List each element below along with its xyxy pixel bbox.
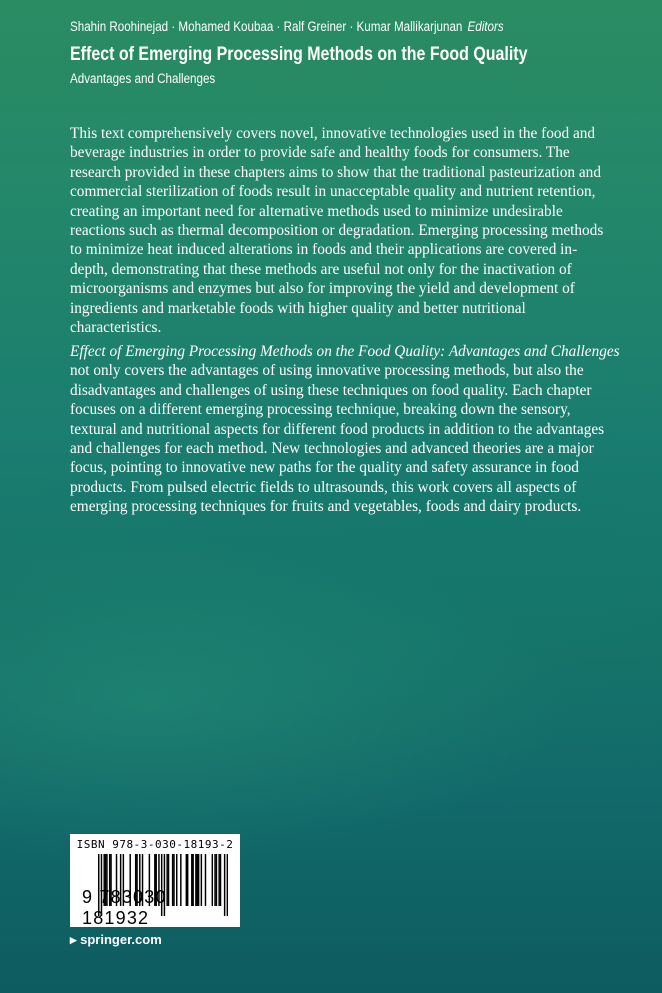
text-line: reactions such as thermal decomposition or degradation. Emerging processing methods [70,222,604,240]
text-line: to minimize heat induced alterations in foods and their applications are covered in- [70,241,578,259]
text-line: focuses on a different emerging processing technique, breaking down the sensory, [70,401,571,419]
text-line: not only covers the advantages of using innovative processing methods, but also the [70,362,584,380]
text-line: beverage industries in order to provide safe and healthy foods for consumers. The [70,144,570,162]
text-line: ingredients and marketable foods with higher quality and better nutritional [70,299,526,317]
springer-link[interactable]: ▸ springer.com [70,932,162,947]
editors-role: Editors [467,19,504,34]
description-paragraph-2 [70,342,620,517]
barcode-digits: 9 783030 181932 [82,887,167,928]
text-line: This text comprehensively covers novel, innovative technologies used in the food and [70,125,596,142]
text-line: disadvantages and challenges of using these techniques on food quality. Each chapter [70,381,592,399]
isbn-barcode [70,834,240,927]
book-subtitle: Advantages and Challenges [70,71,216,86]
text-line: products. From pulsed electric fields to ultrasounds, this work covers all aspects of [70,478,577,496]
text-line: textural and nutritional aspects for different food products in addition to the advantages [70,420,605,438]
text-line: focus, pointing to innovative new paths for the quality and safety assurance in food [70,459,579,477]
text-line: microorganisms and enzymes but also for improving the yield and development of [70,280,575,298]
text-line: and challenges for each method. New technologies and advanced theories are a major [70,440,594,458]
text-line: emerging processing techniques for fruits and vegetables, foods and dairy products. [70,498,582,516]
editors-line [70,19,504,34]
text-line: commercial sterilization of foods result in unacceptable quality and nutrient retention, [70,183,596,201]
text-line: depth, demonstrating that these methods are useful not only for the inactivation of [70,260,572,278]
text-line: creating an important need for alternative methods used to minimize undesirable [70,202,563,220]
isbn-label: ISBN 978-3-030-18193-2 [76,838,234,851]
italic-title: Effect of Emerging Processing Methods on the Food Quality: Advantages and Challenges [70,343,620,360]
editors-names: Shahin Roohinejad · Mohamed Koubaa · Ralf Greiner · Kumar Mallikarjunan [70,19,463,34]
text-line: characteristics. [70,319,162,337]
text-line: research provided in these chapters aims to show that the traditional pasteurization and [70,163,601,181]
description-paragraph-1 [70,124,610,337]
book-title: Effect of Emerging Processing Methods on the Food Quality [70,43,528,65]
